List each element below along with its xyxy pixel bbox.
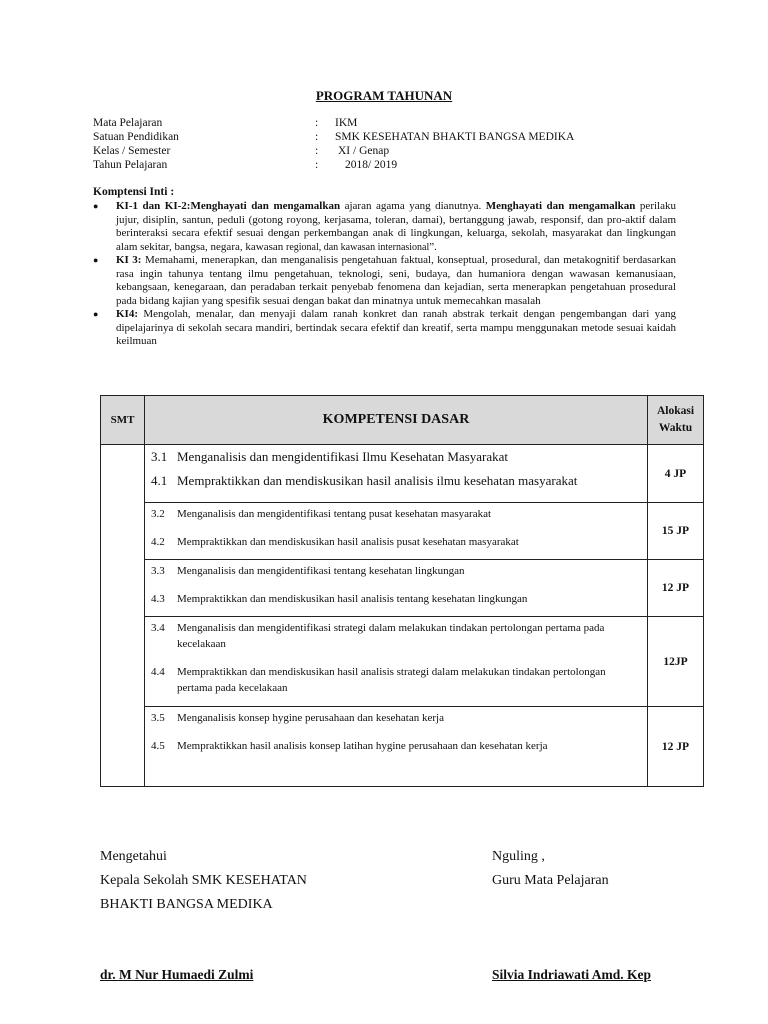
- kd-cell: [145, 503, 648, 560]
- table-row: [101, 617, 704, 707]
- kd-number: 3.3: [151, 565, 165, 577]
- kd-text: Mempraktikkan dan mendiskusikan hasil analisis ilmu kesehatan masyarakat: [177, 473, 578, 488]
- identity-colon: :: [315, 131, 319, 143]
- signature-line: Nguling ,: [492, 849, 545, 864]
- identity-value: XI / Genap: [338, 145, 390, 157]
- kd-cell: [145, 707, 648, 787]
- identity-row: [93, 144, 574, 158]
- bullet-icon: ●: [93, 201, 99, 211]
- identity-row: [93, 158, 574, 172]
- kd-text: Menganalisis dan mengidentifikasi strategi dalam melakukan tindakan pertolongan pertama pada kecelakaan: [177, 622, 605, 650]
- bullet-icon: ●: [93, 309, 99, 319]
- ki-text: Mengolah, menalar, dan menyaji dalam ranah konkret dan ranah abstrak terkait dengan pengembangan dari yang dipelajarinya di sekolah secara mandiri, bertindak secara efektif dan kreatif, serta mampu menggunakan metode sesuai kaidah keilmuan: [116, 308, 676, 347]
- ki-text: ”.: [429, 240, 437, 253]
- kd-line: [151, 664, 641, 696]
- kd-line: [151, 448, 641, 466]
- signature-right: [492, 845, 609, 893]
- identity-label: Satuan Pendidikan: [93, 131, 179, 143]
- kd-number: 3.1: [151, 449, 168, 464]
- kd-number: 3.2: [151, 508, 165, 520]
- ki-bold: KI-1 dan KI-2:Menghayati dan mengamalkan: [116, 200, 341, 212]
- kd-line: [151, 534, 641, 550]
- kd-text: Mempraktikkan dan mendiskusikan hasil analisis tentang kesehatan lingkungan: [177, 593, 528, 605]
- kd-text: Menganalisis dan mengidentifikasi Ilmu Kesehatan Masyarakat: [177, 449, 509, 464]
- kompetensi-dasar-table: [100, 395, 704, 787]
- ki-item: [93, 308, 676, 349]
- ki-heading: Komptensi Inti :: [93, 186, 175, 198]
- alokasi-waktu-cell: 12 JP: [648, 707, 704, 787]
- alokasi-waktu-cell: 15 JP: [648, 503, 704, 560]
- smt-cell: [101, 445, 145, 787]
- header-waktu: Waktu: [658, 422, 693, 434]
- table-row: [101, 560, 704, 617]
- kd-line: [151, 472, 641, 490]
- kd-line: [151, 591, 641, 607]
- ki-text-small: regional, dan kawasan internasional: [285, 241, 430, 253]
- header-alokasi-waktu: [648, 396, 704, 445]
- kd-cell: [145, 617, 648, 707]
- kd-text: Menganalisis konsep hygine perusahaan dan kesehatan kerja: [177, 712, 444, 724]
- identity-label: Mata Pelajaran: [93, 117, 163, 129]
- header-alokasi: Alokasi: [656, 405, 695, 417]
- bullet-icon: ●: [93, 255, 99, 265]
- signature-line: Kepala Sekolah SMK KESEHATAN: [100, 873, 307, 888]
- ki-text: perilaku jujur, disiplin, santun, peduli (gotong royong, kerjasama, toleran, damai), bertanggung jawab, responsif, dan pro-aktif dalam berinteraksi secara efektif sesuai dengan perkembangan anak di lingkungan, keluarga, sekolah, masyarakat dan lingkungan alam sekitar, bangsa, negara, kawasan: [116, 200, 676, 253]
- identity-label: Tahun Pelajaran: [93, 159, 168, 171]
- alokasi-waktu-cell: 4 JP: [648, 445, 704, 503]
- ki-item-text: [116, 200, 676, 254]
- identity-row: [93, 130, 574, 144]
- kd-text: Menganalisis dan mengidentifikasi tentang kesehatan lingkungan: [177, 565, 465, 577]
- kd-number: 4.2: [151, 536, 165, 548]
- kd-line: [151, 738, 641, 754]
- kd-number: 4.4: [151, 666, 165, 678]
- table-row: [101, 707, 704, 787]
- ki-bold: KI 3:: [116, 254, 142, 266]
- kd-number: 3.4: [151, 622, 165, 634]
- ki-text: Memahami, menerapkan, dan menganalisis pengetahuan faktual, konseptual, prosedural, dan metakognitif berdasarkan rasa ingin tahunya tentang ilmu pengetahuan, teknologi, seni, budaya, dan humaniora dengan wawasan kemanusiaan, kebangsaan, kenegaraan, dan peradaban terkait penyebab fenomena dan kejadian, serta menerapkan pengetahuan prosedural pada bidang kajian yang spesifik sesuai dengan bakat dan minatnya untuk memecahkan masalah: [116, 254, 677, 307]
- identity-value: SMK KESEHATAN BHAKTI BANGSA MEDIKA: [335, 131, 575, 143]
- kd-line: [151, 710, 641, 726]
- identity-label: Kelas / Semester: [93, 145, 171, 157]
- identity-colon: :: [315, 117, 319, 129]
- kd-line: [151, 620, 641, 652]
- kd-number: 4.5: [151, 740, 165, 752]
- identity-colon: :: [315, 159, 319, 171]
- alokasi-waktu-cell: 12JP: [648, 617, 704, 707]
- signature-left: [100, 845, 307, 917]
- ki-list: [93, 200, 676, 349]
- kd-line: [151, 563, 641, 579]
- kd-text: Mempraktikkan hasil analisis konsep latihan hygine perusahaan dan kesehatan kerja: [177, 740, 548, 752]
- kd-number: 3.5: [151, 712, 165, 724]
- alokasi-waktu-cell: 12 JP: [648, 560, 704, 617]
- ki-text: ajaran agama yang dianutnya.: [340, 200, 486, 212]
- table-row: [101, 445, 704, 503]
- teacher-name: Silvia Indriawati Amd. Kep: [492, 967, 652, 982]
- kd-text: Menganalisis dan mengidentifikasi tentang pusat kesehatan masyarakat: [177, 508, 492, 520]
- kd-cell: [145, 445, 648, 503]
- table-row: [101, 503, 704, 560]
- principal-name: dr. M Nur Humaedi Zulmi: [100, 967, 254, 982]
- kd-text: Mempraktikkan dan mendiskusikan hasil analisis pusat kesehatan masyarakat: [177, 536, 519, 548]
- table-header-row: [101, 396, 704, 445]
- signature-line: Mengetahui: [100, 849, 167, 864]
- header-kompetensi-dasar: KOMPETENSI DASAR: [145, 396, 648, 445]
- ki-item-text: [116, 254, 676, 308]
- identity-row: [93, 116, 574, 130]
- kd-number: 4.1: [151, 473, 168, 488]
- identity-value: IKM: [335, 117, 358, 129]
- ki-bold: Menghayati dan mengamalkan: [485, 200, 636, 212]
- kd-number: 4.3: [151, 593, 165, 605]
- ki-item-text: [116, 308, 676, 349]
- ki-item: [93, 200, 676, 254]
- identity-block: [93, 116, 574, 172]
- kd-line: [151, 506, 641, 522]
- document-title: PROGRAM TAHUNAN: [315, 88, 453, 103]
- identity-value: 2018/ 2019: [345, 159, 398, 171]
- identity-colon: :: [315, 145, 319, 157]
- ki-item: [93, 254, 676, 308]
- ki-bold: KI4:: [116, 308, 138, 320]
- kd-text: Mempraktikkan dan mendiskusikan hasil analisis strategi dalam melakukan tindakan pertolongan pertama pada kecelakaan: [177, 666, 606, 694]
- header-smt: SMT: [101, 396, 145, 445]
- signature-line: BHAKTI BANGSA MEDIKA: [100, 897, 273, 912]
- kd-cell: [145, 560, 648, 617]
- signature-line: Guru Mata Pelajaran: [492, 873, 609, 888]
